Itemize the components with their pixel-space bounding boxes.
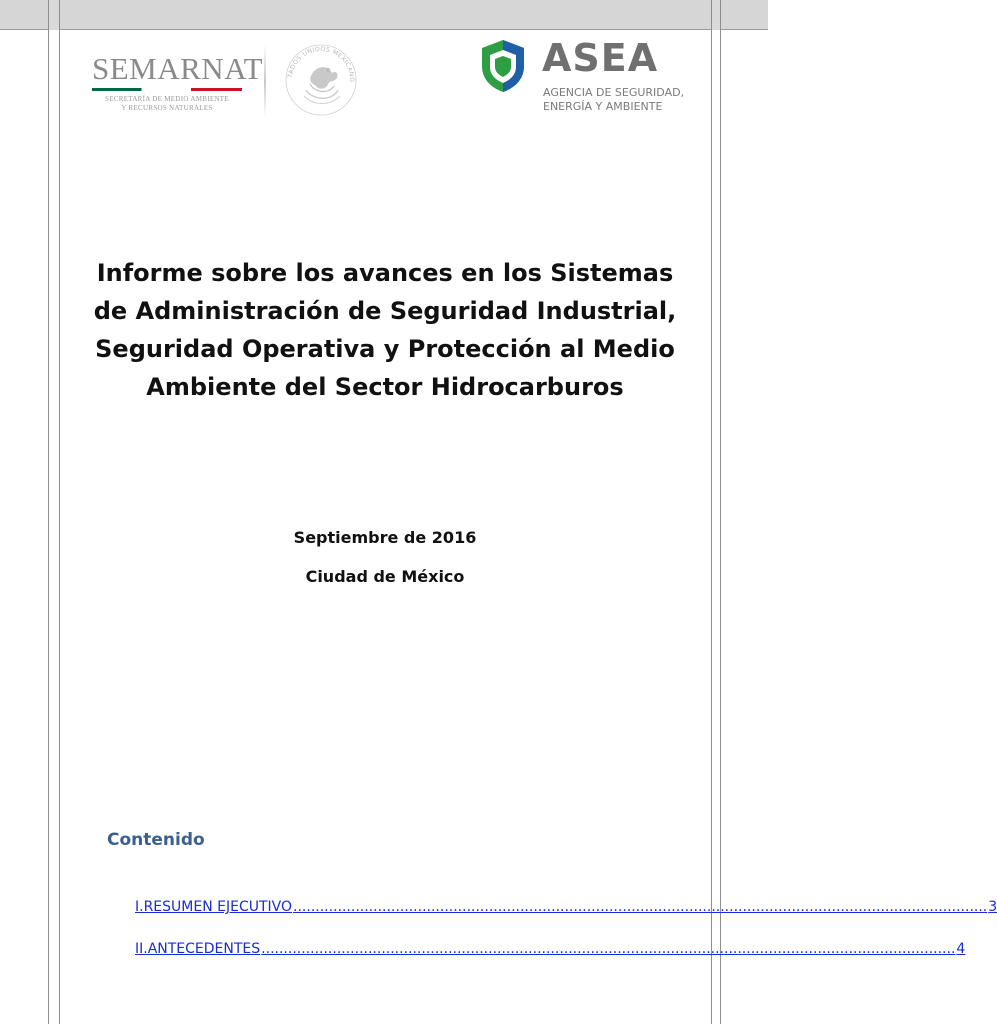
- toc-entry-page: 4: [956, 941, 966, 957]
- semarnat-subtitle-line2: Y RECURSOS NATURALES: [121, 104, 213, 112]
- asea-subtitle: AGENCIA DE SEGURIDAD, ENERGÍA Y AMBIENTE: [543, 86, 685, 113]
- asea-wordmark: ASEA: [542, 36, 659, 80]
- previous-page-border: [48, 0, 49, 1024]
- previous-page-edge[interactable]: [0, 0, 48, 1024]
- semarnat-subtitle-line1: SECRETARÍA DE MEDIO AMBIENTE: [105, 95, 229, 103]
- toc-entry-label: II.ANTECEDENTES: [135, 941, 261, 957]
- semarnat-wordmark: SEMARNAT: [92, 51, 264, 86]
- next-page-edge[interactable]: [720, 0, 768, 1024]
- logo-divider: [264, 44, 266, 118]
- document-title: Informe sobre los avances en los Sistemas de Administración de Seguridad Industrial, Seguridad Operativa y Protección al Medio Ambiente del Sector Hidrocarburos: [93, 259, 677, 401]
- document-city: Ciudad de México: [305, 567, 465, 586]
- toc-heading: Contenido: [107, 830, 205, 850]
- previous-page-cap: [0, 0, 48, 30]
- flag-color-bar: [92, 88, 242, 91]
- next-page-border: [720, 0, 721, 1024]
- seal-arc-text: TADOS UNIDOS MEXICANO: [287, 45, 356, 83]
- asea-shield-icon: [480, 38, 526, 94]
- toc-dot-leader: ............................................................................................................................................................: [293, 899, 988, 915]
- page-top-cap: [60, 0, 711, 30]
- semarnat-logo: [92, 52, 267, 116]
- semarnat-subtitle: [92, 95, 242, 113]
- toc-entry-label: I.RESUMEN EJECUTIVO: [135, 899, 293, 915]
- toc-dot-leader: ............................................................................................................................................................: [261, 941, 956, 957]
- mexican-seal-icon: [282, 40, 360, 118]
- toc-entry-page: 3: [988, 899, 997, 915]
- document-page: [59, 0, 997, 1024]
- next-page-cap: [720, 0, 768, 30]
- toc-link-resumen-ejecutivo[interactable]: [135, 899, 997, 915]
- toc-link-antecedentes[interactable]: [135, 941, 966, 957]
- document-date: Septiembre de 2016: [293, 528, 477, 547]
